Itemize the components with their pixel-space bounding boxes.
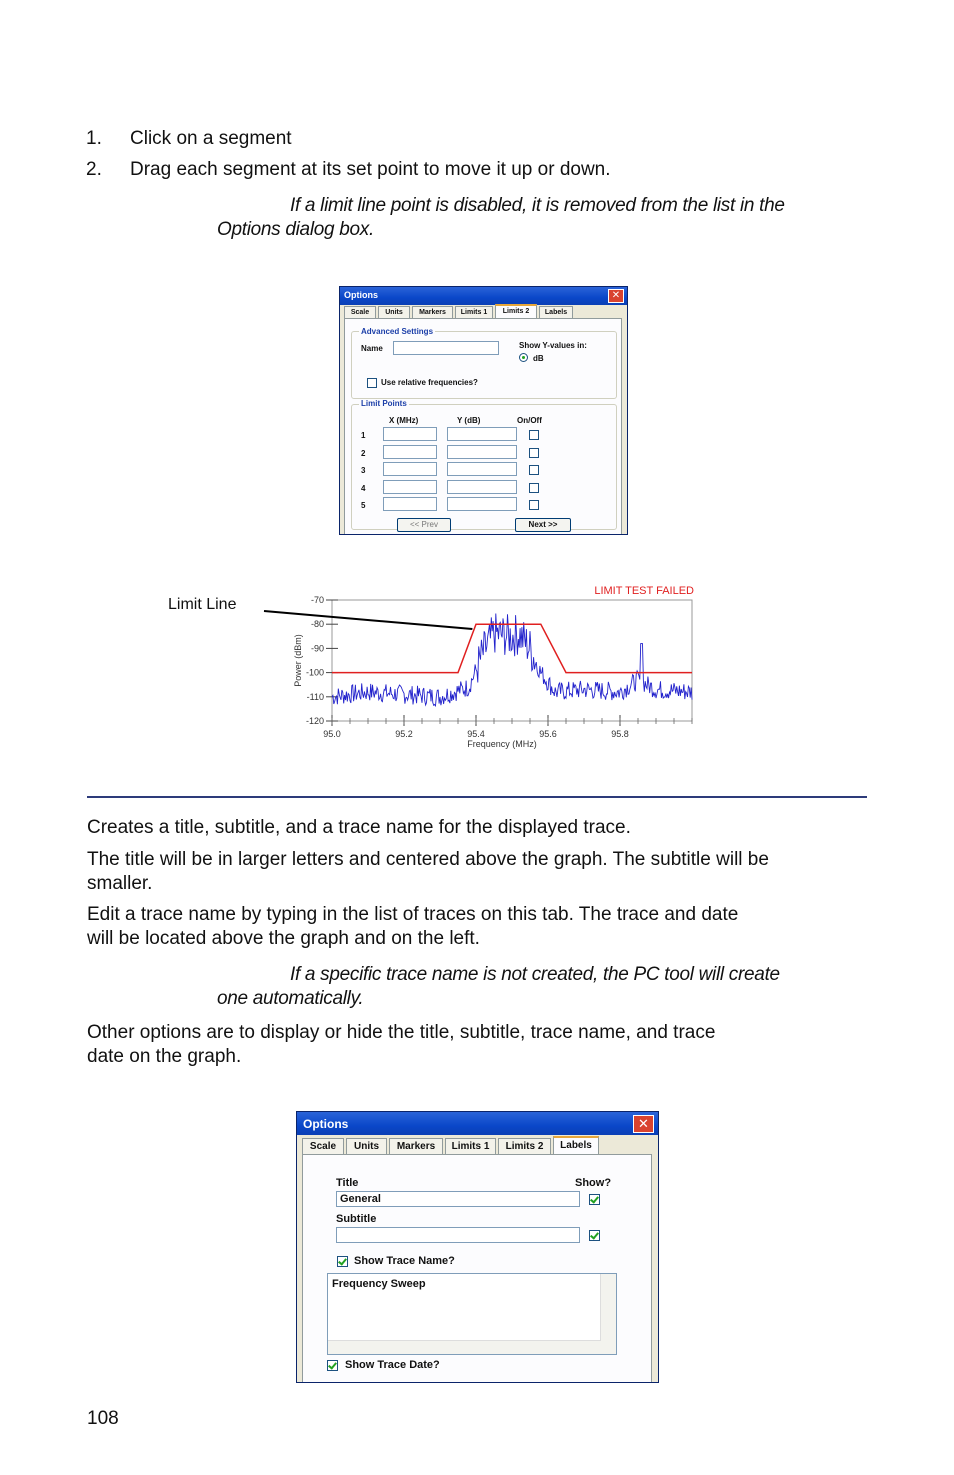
x-input[interactable]	[383, 497, 437, 511]
limit-test-failed-annotation: LIMIT TEST FAILED	[594, 585, 694, 597]
group-label: Advanced Settings	[361, 327, 434, 336]
radio-db[interactable]	[519, 353, 528, 362]
dialog-titlebar	[297, 1112, 658, 1135]
paragraph-line: date on the graph.	[87, 1046, 242, 1067]
tab-scale[interactable]: Scale	[344, 306, 376, 319]
name-input[interactable]	[393, 341, 499, 355]
paragraph-line: will be located above the graph and on the left.	[87, 928, 480, 949]
group-label: Limit Points	[361, 399, 407, 408]
y-tick-label: -110	[306, 691, 324, 702]
close-icon[interactable]: ✕	[633, 1115, 654, 1133]
y-axis-label: Power (dBm)	[293, 634, 303, 687]
y-tick-label: -100	[305, 667, 324, 678]
tab-panel	[302, 1154, 652, 1383]
subtitle-label: Subtitle	[336, 1213, 377, 1225]
row-number: 3	[361, 466, 366, 475]
onoff-checkbox[interactable]	[529, 448, 539, 458]
x-input[interactable]	[383, 462, 437, 476]
y-input[interactable]	[447, 497, 517, 511]
x-input[interactable]	[383, 480, 437, 494]
step-number: 1.	[86, 128, 102, 149]
step-text: Click on a segment	[130, 128, 292, 149]
x-input[interactable]	[383, 445, 437, 459]
vertical-scrollbar[interactable]	[600, 1274, 616, 1354]
tab-limits-2[interactable]: Limits 2	[495, 304, 537, 319]
note-line: If a specific trace name is not created, the PC tool will create	[290, 964, 780, 985]
x-axis-label: Frequency (MHz)	[467, 739, 537, 749]
step-2	[0, 158, 954, 182]
step-text: Drag each segment at its set point to move it up or down.	[130, 159, 611, 180]
tab-limits-1[interactable]: Limits 1	[455, 306, 493, 319]
spectrum-chart	[160, 578, 720, 758]
paragraph-line: Other options are to display or hide the title, subtitle, trace name, and trace	[87, 1022, 716, 1043]
show-y-values-label: Show Y-values in:	[519, 341, 587, 350]
column-header-x: X (MHz)	[389, 416, 419, 425]
plot-area	[332, 600, 692, 721]
paragraph-line: Edit a trace name by typing in the list of traces on this tab. The trace and date	[87, 904, 739, 925]
radio-db-label: dB	[533, 354, 544, 363]
note-line: Options dialog box.	[217, 219, 374, 240]
y-tick-label: -90	[310, 643, 324, 654]
note-line: one automatically.	[217, 988, 364, 1009]
next-button[interactable]: Next >>	[515, 518, 571, 532]
close-icon[interactable]: ✕	[608, 289, 624, 303]
tab-markers[interactable]: Markers	[412, 306, 453, 319]
column-header-onoff: On/Off	[517, 416, 542, 425]
x-tick-label: 95.4	[467, 729, 485, 739]
y-input[interactable]	[447, 427, 517, 441]
tab-panel	[344, 318, 622, 535]
x-tick-label: 95.2	[395, 729, 413, 739]
tab-scale[interactable]: Scale	[302, 1138, 344, 1155]
trace-name-item[interactable]: Frequency Sweep	[332, 1278, 426, 1290]
tab-markers[interactable]: Markers	[389, 1138, 443, 1155]
step-1	[0, 127, 954, 151]
y-tick-label: -120	[305, 716, 324, 726]
options-dialog-limits	[339, 286, 628, 535]
y-input[interactable]	[447, 445, 517, 459]
subtitle-input[interactable]	[336, 1227, 580, 1243]
show-trace-name-checkbox[interactable]	[337, 1256, 348, 1267]
column-header-y: Y (dB)	[457, 416, 481, 425]
y-tick-label: -70	[310, 595, 324, 605]
dialog-titlebar	[340, 287, 627, 305]
show-label: Show?	[575, 1177, 612, 1189]
note-line: If a limit line point is disabled, it is removed from the list in the	[290, 195, 785, 216]
y-tick-label: -80	[310, 619, 324, 630]
x-input[interactable]	[383, 427, 437, 441]
page-number: 108	[87, 1408, 119, 1429]
show-trace-date-checkbox[interactable]	[327, 1360, 338, 1371]
title-input[interactable]: General	[336, 1191, 580, 1207]
show-title-checkbox[interactable]	[589, 1194, 600, 1205]
row-number: 2	[361, 449, 366, 458]
section-rule	[87, 796, 867, 798]
relative-frequencies-checkbox[interactable]	[367, 378, 377, 388]
show-subtitle-checkbox[interactable]	[589, 1230, 600, 1241]
tab-labels[interactable]: Labels	[553, 1136, 599, 1155]
onoff-checkbox[interactable]	[529, 483, 539, 493]
tab-labels[interactable]: Labels	[539, 306, 573, 319]
paragraph-line: smaller.	[87, 873, 153, 894]
onoff-checkbox[interactable]	[529, 465, 539, 475]
show-trace-date-label: Show Trace Date?	[345, 1359, 440, 1371]
trace-name-list[interactable]	[327, 1273, 617, 1355]
dialog-title: Options	[303, 1117, 349, 1131]
x-tick-label: 95.8	[611, 729, 629, 739]
row-number: 1	[361, 431, 366, 440]
dialog-title: Options	[344, 290, 378, 300]
paragraph: Creates a title, subtitle, and a trace name for the displayed trace.	[87, 817, 631, 838]
name-label: Name	[361, 344, 383, 353]
x-tick-label: 95.0	[323, 729, 341, 739]
show-trace-name-label: Show Trace Name?	[354, 1255, 455, 1267]
y-input[interactable]	[447, 462, 517, 476]
step-number: 2.	[86, 159, 102, 180]
relative-frequencies-label: Use relative frequencies?	[381, 378, 478, 387]
tab-units[interactable]: Units	[346, 1138, 387, 1155]
options-dialog-labels	[296, 1111, 659, 1383]
title-label: Title	[336, 1177, 359, 1189]
onoff-checkbox[interactable]	[529, 430, 539, 440]
onoff-checkbox[interactable]	[529, 500, 539, 510]
row-number: 5	[361, 501, 366, 510]
limit-line-callout-label: Limit Line	[168, 596, 237, 613]
prev-button[interactable]: << Prev	[397, 518, 451, 532]
tab-units[interactable]: Units	[378, 306, 410, 319]
paragraph-line: The title will be in larger letters and centered above the graph. The subtitle will be	[87, 849, 769, 870]
tab-limits-2[interactable]: Limits 2	[498, 1138, 551, 1155]
tab-strip	[302, 1138, 601, 1155]
row-number: 4	[361, 484, 366, 493]
horizontal-scrollbar[interactable]	[328, 1340, 601, 1354]
y-input[interactable]	[447, 480, 517, 494]
x-tick-label: 95.6	[539, 729, 557, 739]
tab-limits-1[interactable]: Limits 1	[445, 1138, 496, 1155]
